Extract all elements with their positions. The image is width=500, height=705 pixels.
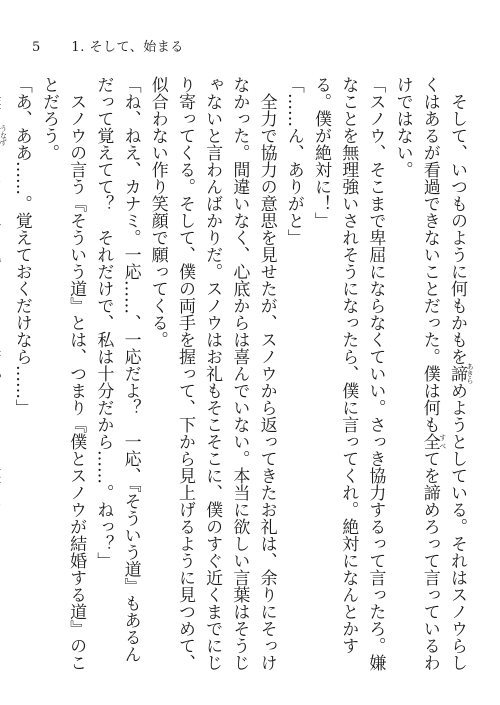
ruby-base: 全 [419,433,440,450]
paragraph [89,76,143,676]
paragraph [144,76,280,676]
chapter-title: 1. そして、始まる [71,40,184,55]
vertical-body-text [0,76,474,676]
paragraph [0,76,8,676]
ruby-reading: うなず [0,125,8,146]
ruby-reading: すべ [438,433,447,450]
ruby-reading: あきら [466,363,474,384]
text-run [0,144,1,518]
text-run [0,76,1,127]
text-run: 「スノウ、そこまで卑屈にならなくていい。さっき協力するって言ったろ。嫌なことを無理強いされそうになったら、僕に言ってくれ。絶対になんとかする。僕が絶対に！」 [310,76,386,671]
ruby-annotated-word [447,363,474,384]
paragraph [280,76,307,676]
ruby-base: 諦 [447,363,467,384]
page-number: 5 [32,40,41,55]
text-run: スノウの言う『そういう道』とは、つまり『僕とスノウが結婚する道』のことだろう。 [38,76,87,671]
text-run: 「……ん、ありがと」 [283,76,304,246]
ruby-annotated-word [0,125,8,146]
text-run: 「あ、ああ……。覚えておくだけなら……」 [11,76,32,416]
text-run: てを諦めろって言っているわけではない。 [392,76,440,671]
paragraph [388,76,474,676]
text-run: 「ね、ねえ、カナミ。一応……、一応だよ？ 一応、『そういう道』もあるんだって覚えてて？ それだけで、私は十分だから……。ねっ？」 [93,76,141,663]
paragraph [307,76,389,676]
running-header [32,36,184,55]
ruby-annotated-word [419,433,447,450]
text-run: そして、いつものように何もかもを [447,76,467,365]
text-run: めようとしている。それはスノウらしくはあるが看過できないことだった。僕は何も [419,76,467,671]
text-run: 全力で協力の意思を見せたが、スノウから返ってきたお礼は、余りにそっけなかった。間違いなく、心底からは喜んでいない。本当に欲しい言葉はそうじゃないと言わんばかりだ。スノウはお礼もそこそこに、僕のすぐ近くまでにじり寄ってくる。そして、僕の両手を握って、下から見上げるように見つめて、似合わない作り笑顔で願ってくる。 [147,76,277,671]
paragraph [8,76,35,676]
paragraph [35,76,89,676]
